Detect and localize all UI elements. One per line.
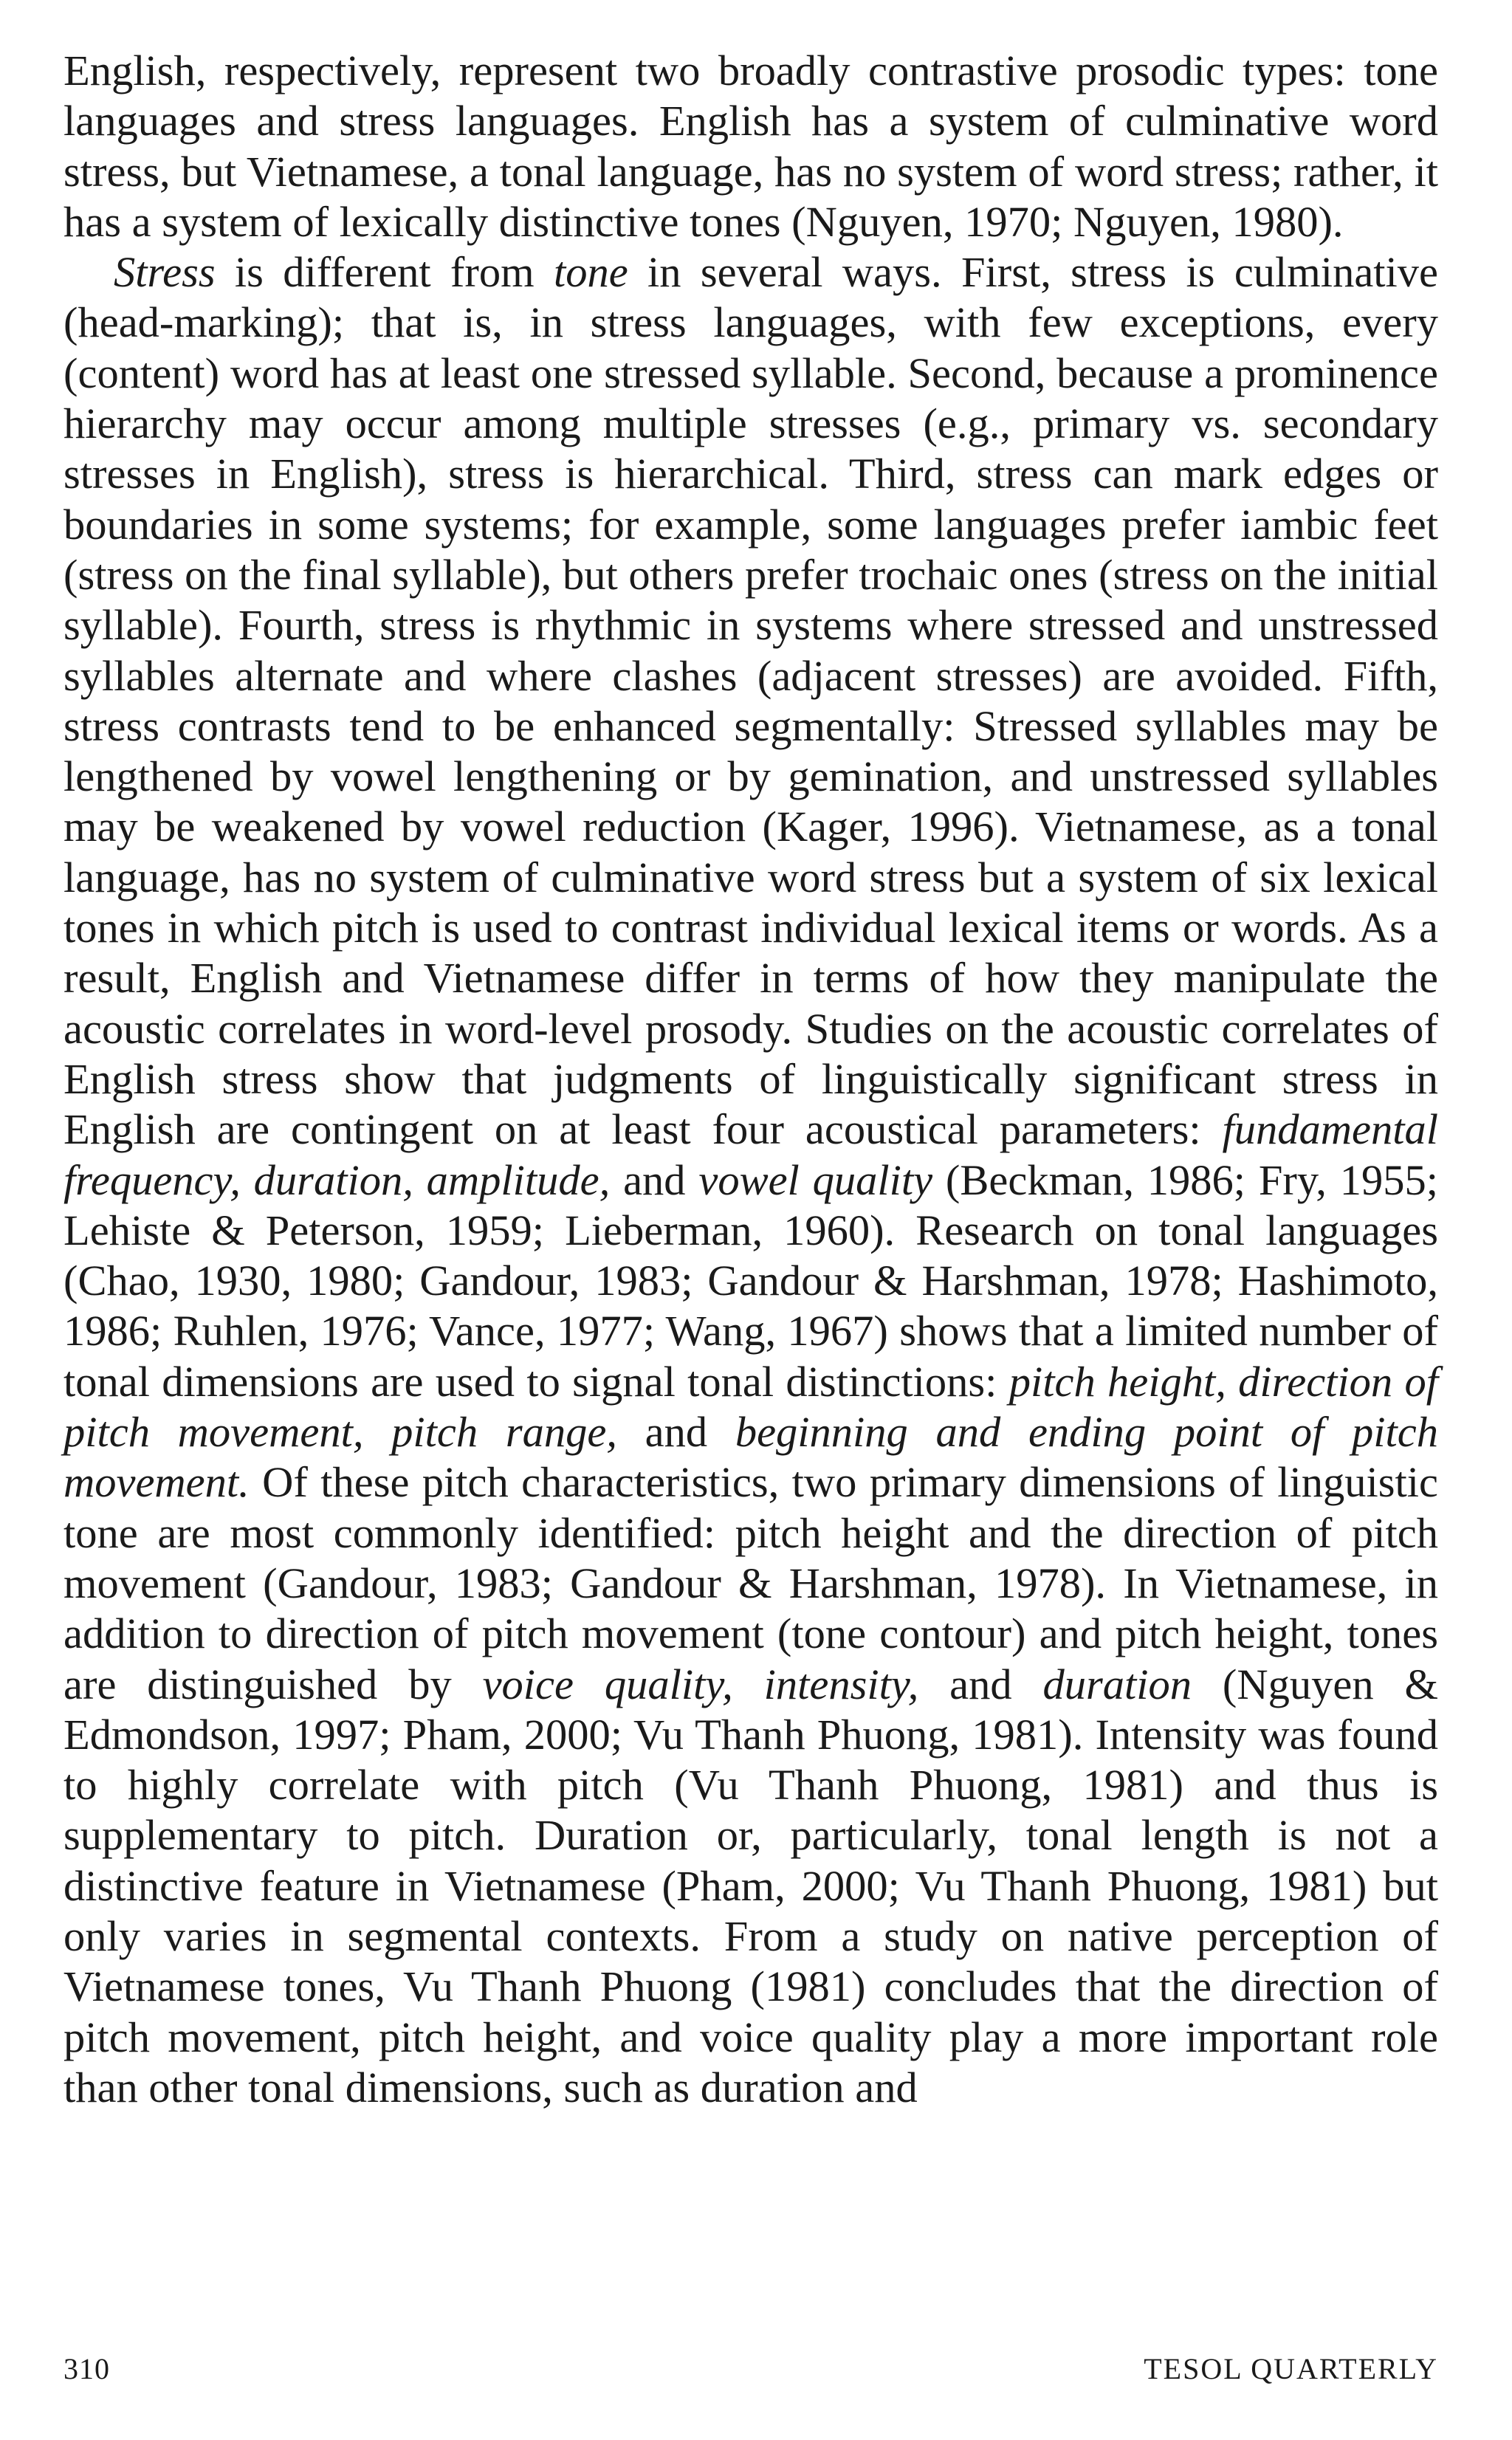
term-vowel-quality: vowel quality — [698, 1155, 933, 1204]
paragraph-1: English, respectively, represent two broadly contrastive prosodic types: tone languages and stress languages. English has a system of culminative word stress, but Vietnamese, a tonal language, has no system of word stress; rather, it has a system of lexically distinctive tones (Nguyen, 1970; Nguyen, 1980). — [63, 47, 1438, 246]
term-tone: tone — [553, 248, 628, 297]
term-pitch-points: beginning and ending point of pitch movement. — [63, 1408, 1438, 1507]
text-run: and — [918, 1660, 1043, 1708]
text-run: is different from — [215, 248, 554, 297]
term-voice-intensity: voice quality, intensity, — [482, 1660, 919, 1708]
body-text — [63, 46, 1438, 2113]
text-run: and — [616, 1408, 735, 1457]
text-run: (Nguyen & Edmondson, 1997; Pham, 2000; Vu Thanh Phuong, 1981). Intensity was found to highly correlate with pitch (Vu Thanh Phuong, 1981) and thus is supplementary to pitch. Duration or, particularly, tonal length is not a distinctive feature in Vietnamese (Pham, 2000; Vu Thanh Phuong, 1981) but only varies in segmental contexts. From a study on native perception of Vietnamese tones, Vu Thanh Phuong (1981) concludes that the direction of pitch movement, pitch height, and voice quality play a more important role than other tonal dimensions, such as duration and — [63, 1660, 1439, 2111]
text-run: (Beckman, 1986; Fry, 1955; Lehiste & Peterson, 1959; Lieberman, 1960). Research on tonal languages (Chao, 1930, 1980; Gandour, 1983; Gandour & Harshman, 1978; Hashimoto, 1986; Ruhlen, 1976; Vance, 1977; Wang, 1967) shows that a limited number of tonal dimensions are used to signal tonal distinctions: — [63, 1155, 1439, 1406]
page-footer — [63, 2351, 1438, 2387]
term-duration: duration — [1042, 1660, 1192, 1708]
page-number: 310 — [63, 2352, 110, 2385]
journal-name: TESOL QUARTERLY — [1144, 2352, 1438, 2385]
paragraph-2 — [63, 247, 1438, 2113]
term-stress: Stress — [114, 248, 216, 297]
text-run: and — [610, 1155, 699, 1204]
text-run: Of these pitch characteristics, two primary dimensions of linguistic tone are most commonly identified: pitch height and the direction of pitch movement (Gandour, 1983; Gandour & Harshman, 1978). In Vietnamese, in addition to direction of pitch movement (tone contour) and pitch height, tones are distinguished by — [63, 1458, 1438, 1708]
text-run: in several ways. First, stress is culminative (head-marking); that is, in stress languages, with few exceptions, every (content) word has at least one stressed syllable. Second, because a prominence hierarchy may occur among multiple stresses (e.g., primary vs. secondary stresses in English), stress is hierarchical. Third, stress can mark edges or boundaries in some systems; for example, some languages prefer iambic feet (stress on the final syllable), but others prefer trochaic ones (stress on the initial syllable). Fourth, stress is rhythmic in systems where stressed and unstressed syllables alternate and where clashes (adjacent stresses) are avoided. Fifth, stress contrasts tend to be enhanced segmentally: Stressed syllables may be lengthened by vowel lengthening or by gemination, and unstressed syllables may be weakened by vowel reduction (Kager, 1996). Vietnamese, as a tonal language, has no system of culminative word stress but a system of six lexical tones in which pitch is used to contrast individual lexical items or words. As a result, English and Vietnamese differ in terms of how they manipulate the acoustic correlates in word-level prosody. Studies on the acoustic correlates of English stress show that judgments of linguistically significant stress in English are contingent on at least four acoustical parameters: — [63, 248, 1439, 1154]
term-pitch-dimensions: pitch height, direction of pitch movement, pitch range, — [63, 1357, 1438, 1457]
term-acoustic-params: fundamental frequency, duration, amplitude, — [63, 1105, 1438, 1204]
